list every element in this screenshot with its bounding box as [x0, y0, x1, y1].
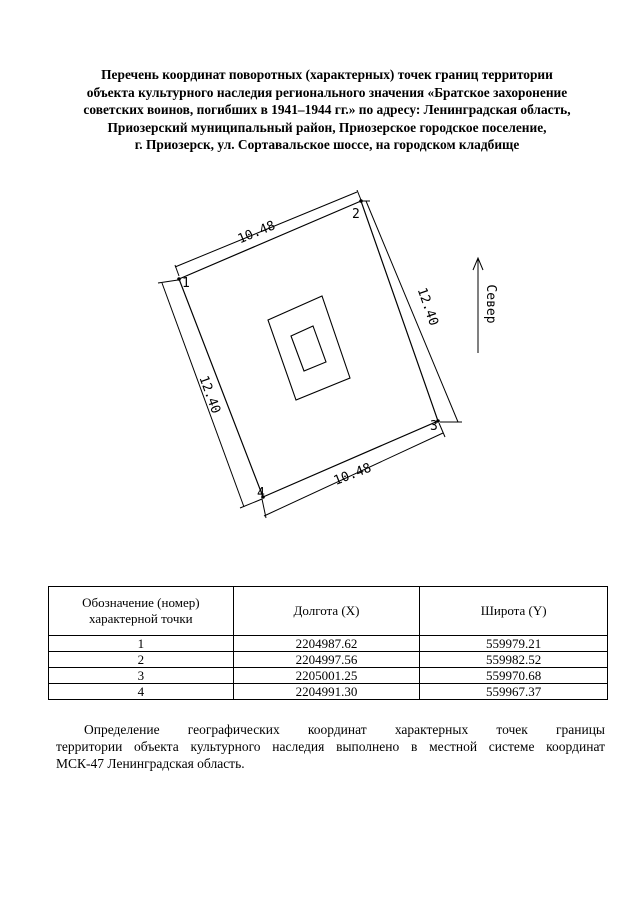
- point-2-label: 2: [352, 207, 360, 222]
- point-1-label: 1: [182, 276, 190, 291]
- dimension-top-label: 10.48: [235, 218, 278, 248]
- cell-y: 559979.21: [420, 636, 608, 652]
- cell-x: 2204987.62: [233, 636, 420, 652]
- header-longitude: Долгота (X): [233, 587, 420, 636]
- boundary-plan-drawing: [0, 190, 640, 530]
- cell-x: 2205001.25: [233, 668, 420, 684]
- table-row: [49, 652, 608, 668]
- header-latitude: Широта (Y): [420, 587, 608, 636]
- title-line-4: Приозерский муниципальный район, Приозерское городское поселение,: [107, 119, 547, 135]
- dimension-bottom-label: 10.48: [331, 460, 374, 489]
- title-line-1: Перечень координат поворотных (характерных) точек границ территории: [101, 67, 553, 82]
- cell-x: 2204997.56: [233, 652, 420, 668]
- cell-point: 3: [49, 668, 234, 684]
- table-header-row: [49, 587, 608, 636]
- dimension-right: [362, 201, 462, 422]
- cell-x: 2204991.30: [233, 684, 420, 700]
- table-row: [49, 668, 608, 684]
- note-line-3: МСК-47 Ленинградская область.: [56, 756, 245, 771]
- title-line-3: советских воинов, погибших в 1941–1944 гг.» по адресу: Ленинградская область,: [83, 102, 571, 118]
- point-3-label: 3: [430, 419, 438, 434]
- north-arrow-icon: [473, 258, 483, 353]
- cell-point: 1: [49, 636, 234, 652]
- cell-y: 559970.68: [420, 668, 608, 684]
- cell-y: 559967.37: [420, 684, 608, 700]
- point-4-label: 4: [257, 486, 265, 501]
- point-2-marker: [359, 199, 363, 203]
- coordinate-system-note: [56, 721, 605, 772]
- point-1-marker: [177, 277, 181, 281]
- dimension-left-label: 12.40: [195, 373, 224, 416]
- header-point-number: Обозначение (номер) характерной точки: [49, 587, 234, 636]
- monument-inner-outline: [291, 326, 326, 371]
- note-line-1: Определение географических координат характерных точек границы: [84, 722, 605, 737]
- title-line-5: г. Приозерск, ул. Сортавальское шоссе, на городском кладбище: [134, 137, 520, 153]
- table-row: [49, 636, 608, 652]
- document-title: [40, 66, 614, 154]
- cell-y: 559982.52: [420, 652, 608, 668]
- note-line-2: территории объекта культурного наследия выполнено в местной системе координат: [56, 739, 605, 754]
- title-line-2: объекта культурного наследия регионального значения «Братское захоронение: [86, 84, 568, 100]
- dimension-right-label: 12.40: [413, 285, 441, 328]
- cell-point: 4: [49, 684, 234, 700]
- monument-outer-outline: [268, 296, 350, 400]
- cell-point: 2: [49, 652, 234, 668]
- coordinates-table: [48, 586, 608, 700]
- table-row: [49, 684, 608, 700]
- north-label: Север: [483, 284, 498, 324]
- boundary-polygon: [179, 201, 438, 497]
